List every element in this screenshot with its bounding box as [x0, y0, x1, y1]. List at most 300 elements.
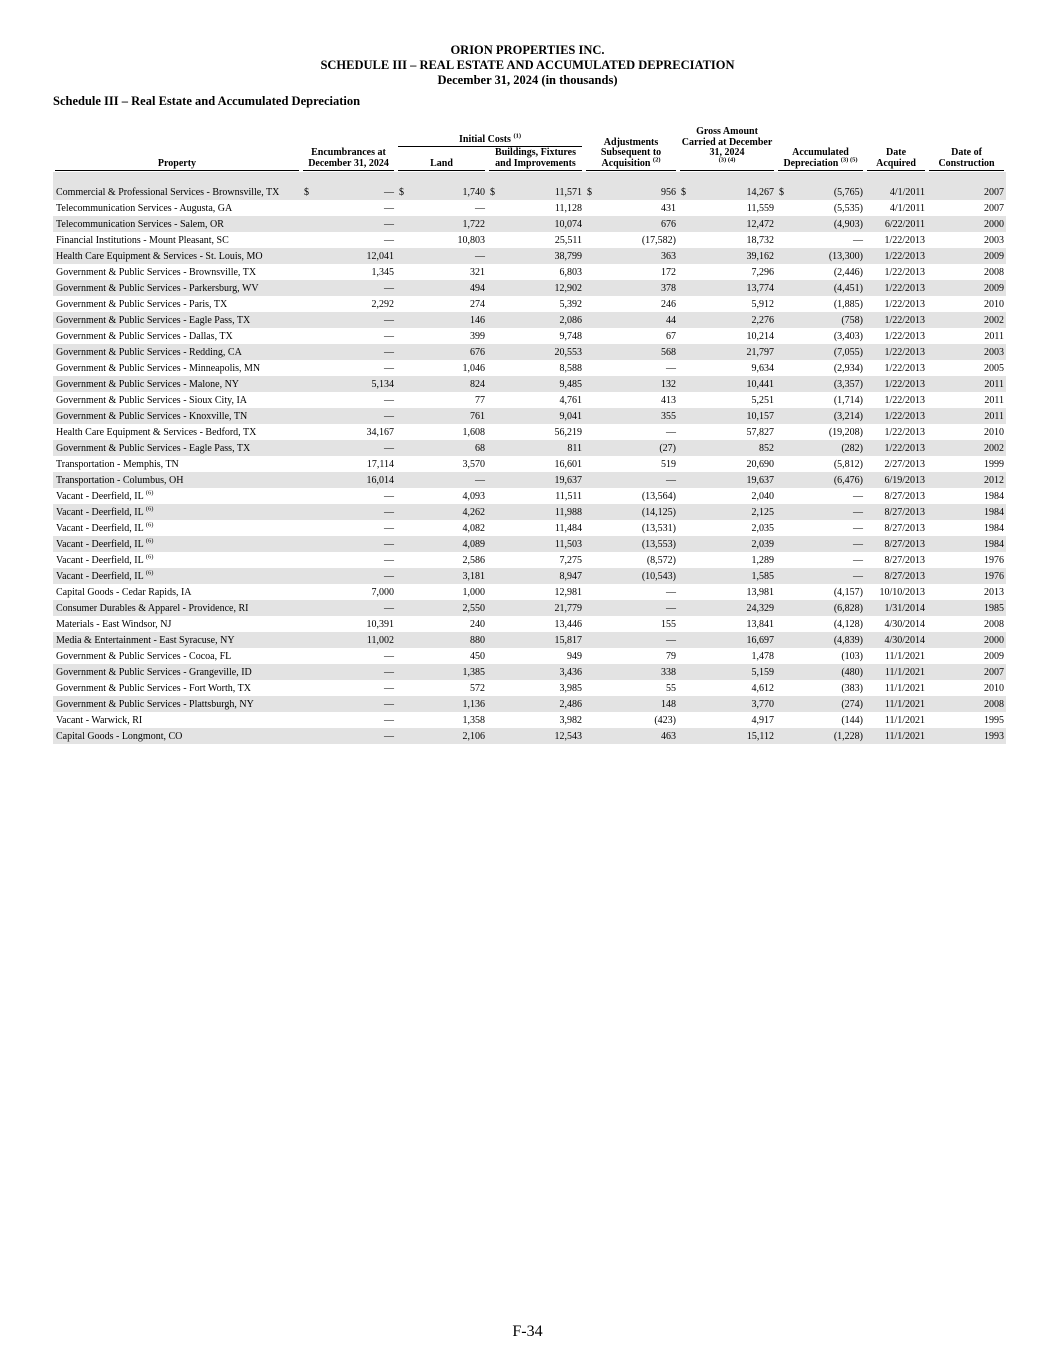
adjustments-cell [584, 488, 678, 504]
accumulated-depreciation-cell [776, 696, 865, 712]
accumulated-depreciation-value: (13,300) [828, 250, 864, 262]
gross-amount-value: 2,035 [751, 522, 775, 534]
buildings-value: 2,086 [559, 314, 583, 326]
date-acquired-cell [865, 472, 927, 488]
land-cell [396, 696, 487, 712]
buildings-value: 25,511 [554, 234, 583, 246]
property-name: Consumer Durables & Apparel - Providence, RI [56, 602, 249, 614]
date-construction-cell [927, 696, 1006, 712]
initial-costs-label: Initial Costs [458, 133, 511, 145]
adjustments-value: 155 [661, 618, 677, 630]
date-construction-value: 2002 [984, 314, 1005, 326]
date-construction-cell [927, 664, 1006, 680]
date-construction-cell [927, 584, 1006, 600]
date-acquired-cell [865, 456, 927, 472]
date-construction-value: 2011 [984, 394, 1005, 406]
accumulated-depreciation-cell [776, 172, 865, 200]
buildings-value: 6,803 [559, 266, 583, 278]
accumulated-depreciation-cell [776, 344, 865, 360]
date-construction-cell [927, 600, 1006, 616]
property-name: Government & Public Services - Eagle Pass, TX [56, 314, 251, 326]
date-acquired-value: 10/10/2013 [879, 586, 926, 598]
property-cell [53, 456, 301, 472]
buildings-value: 9,041 [559, 410, 583, 422]
encumbrances-cell [301, 520, 396, 536]
table-row [53, 264, 1006, 280]
property-cell [53, 568, 301, 584]
date-acquired-cell [865, 584, 927, 600]
adjustments-value: 44 [666, 314, 677, 326]
gross-amount-cell [678, 696, 776, 712]
initial-costs-group-header [396, 126, 584, 148]
encumbrances-value: — [384, 602, 394, 614]
land-cell [396, 376, 487, 392]
gross-note: (3) (4) [718, 156, 736, 164]
buildings-value: 11,128 [554, 202, 583, 214]
accumulated-depreciation-value: (5,535) [833, 202, 864, 214]
date-acquired-value: 1/22/2013 [884, 234, 926, 246]
date-acquired-cell [865, 696, 927, 712]
land-value: 77 [475, 394, 485, 406]
property-header [53, 148, 301, 172]
date-acquired-value: 1/22/2013 [884, 346, 926, 358]
buildings-value: 3,985 [559, 682, 583, 694]
buildings-cell [487, 408, 584, 424]
property-name: Government & Public Services - Malone, NY [56, 378, 240, 390]
land-cell [396, 680, 487, 696]
land-value: 450 [470, 650, 485, 662]
property-footnote: (6) [145, 521, 154, 529]
buildings-cell [487, 536, 584, 552]
property-cell [53, 712, 301, 728]
encumbrances-cell [301, 408, 396, 424]
date-construction-cell [927, 264, 1006, 280]
date-acquired-value: 11/1/2021 [884, 714, 926, 726]
property-name: Vacant - Deerfield, IL [56, 490, 144, 502]
gross-amount-cell [678, 392, 776, 408]
encumbrances-label: Encumbrances at December 31, 2024 [303, 148, 394, 171]
gross-amount-cell [678, 232, 776, 248]
gross-amount-cell [678, 328, 776, 344]
encumbrances-cell [301, 728, 396, 744]
gross-amount-value: 1,289 [751, 554, 775, 566]
accumulated-depreciation-value: — [853, 522, 864, 534]
accumulated-depreciation-value: (4,903) [833, 218, 864, 230]
adjustments-value: — [666, 474, 677, 486]
gross-amount-value: 57,827 [746, 426, 775, 438]
gross-amount-cell [678, 248, 776, 264]
accumulated-depreciation-cell [776, 392, 865, 408]
buildings-value: 11,484 [554, 522, 583, 534]
encumbrances-cell [301, 536, 396, 552]
encumbrances-value: — [384, 666, 394, 678]
buildings-value: 811 [567, 442, 583, 454]
encumbrances-value: — [384, 490, 394, 502]
date-construction-value: 1995 [984, 714, 1005, 726]
encumbrances-cell [301, 344, 396, 360]
land-value: 494 [470, 282, 485, 294]
accumulated-depreciation-value: — [853, 570, 864, 582]
land-cell [396, 568, 487, 584]
date-acquired-cell [865, 616, 927, 632]
land-value: 1,000 [462, 586, 485, 598]
date-construction-value: 2000 [984, 218, 1005, 230]
accumulated-depreciation-value: — [853, 234, 864, 246]
date-acquired-cell [865, 328, 927, 344]
adjustments-cell [584, 616, 678, 632]
currency-symbol: $ [399, 187, 404, 198]
property-cell [53, 616, 301, 632]
property-name: Government & Public Services - Redding, CA [56, 346, 242, 358]
encumbrances-value: — [384, 362, 394, 374]
accumulated-depreciation-value: (2,446) [833, 266, 864, 278]
land-value: 3,570 [462, 458, 485, 470]
table-row [53, 536, 1006, 552]
adjustments-value: — [666, 586, 677, 598]
property-name: Vacant - Deerfield, IL [56, 554, 144, 566]
land-value: — [475, 474, 485, 486]
property-name: Vacant - Deerfield, IL [56, 522, 144, 534]
land-cell [396, 200, 487, 216]
adjustments-value: 67 [666, 330, 677, 342]
accumulated-depreciation-value: (282) [841, 442, 864, 454]
property-cell [53, 328, 301, 344]
date-construction-cell [927, 328, 1006, 344]
property-cell [53, 200, 301, 216]
adjustments-cell [584, 264, 678, 280]
gross-amount-value: 4,917 [751, 714, 775, 726]
encumbrances-value: — [384, 554, 394, 566]
accumulated-depreciation-cell [776, 648, 865, 664]
property-cell [53, 536, 301, 552]
initial-costs-note: (1) [513, 132, 522, 140]
gross-amount-value: 1,478 [751, 650, 775, 662]
buildings-value: 949 [567, 650, 583, 662]
table-row [53, 616, 1006, 632]
accumulated-depreciation-cell [776, 216, 865, 232]
date-acquired-value: 1/22/2013 [884, 426, 926, 438]
date-acquired-cell [865, 376, 927, 392]
land-cell [396, 408, 487, 424]
gross-amount-cell [678, 200, 776, 216]
gross-amount-value: 21,797 [746, 346, 775, 358]
land-value: 824 [470, 378, 485, 390]
accumulated-depreciation-value: — [853, 538, 864, 550]
accumulated-depreciation-cell [776, 536, 865, 552]
adjustments-cell [584, 360, 678, 376]
land-cell [396, 172, 487, 200]
encumbrances-cell [301, 616, 396, 632]
accumulated-depreciation-value: (4,451) [833, 282, 864, 294]
gross-amount-value: 5,159 [751, 666, 775, 678]
adjustments-value: 246 [661, 298, 677, 310]
land-cell [396, 264, 487, 280]
land-cell [396, 248, 487, 264]
accumulated-depreciation-value: (4,128) [833, 618, 864, 630]
buildings-value: 9,485 [559, 378, 583, 390]
buildings-cell [487, 488, 584, 504]
accumulated-depreciation-cell [776, 520, 865, 536]
adjustments-cell [584, 456, 678, 472]
land-cell [396, 488, 487, 504]
date-construction-value: 2008 [984, 266, 1005, 278]
gross-amount-cell [678, 344, 776, 360]
date-acquired-value: 1/22/2013 [884, 394, 926, 406]
encumbrances-cell [301, 392, 396, 408]
accumulated-depreciation-cell [776, 456, 865, 472]
adjustments-cell [584, 392, 678, 408]
encumbrances-value: — [384, 730, 394, 742]
gross-amount-value: 5,912 [751, 298, 775, 310]
adjustments-cell [584, 280, 678, 296]
accumulated-depreciation-value: (5,765) [833, 187, 864, 198]
date-acquired-value: 4/30/2014 [884, 634, 926, 646]
land-value: 1,740 [462, 187, 485, 198]
date-acquired-cell [865, 632, 927, 648]
gross-amount-value: 18,732 [746, 234, 775, 246]
encumbrances-value: 5,134 [371, 378, 394, 390]
accumulated-label: Accumulated Depreciation [783, 147, 849, 169]
adjustments-cell [584, 632, 678, 648]
land-value: 4,093 [462, 490, 485, 502]
adjustments-cell [584, 520, 678, 536]
date-construction-cell [927, 424, 1006, 440]
accumulated-depreciation-value: (480) [841, 666, 864, 678]
encumbrances-cell [301, 488, 396, 504]
buildings-cell [487, 440, 584, 456]
gross-amount-cell [678, 312, 776, 328]
accumulated-depreciation-cell [776, 200, 865, 216]
adjustments-value: 55 [666, 682, 677, 694]
table-row [53, 312, 1006, 328]
property-name: Commercial & Professional Services - Brownsville, TX [56, 187, 280, 198]
gross-amount-value: 24,329 [746, 602, 775, 614]
gross-label: Gross Amount Carried at December 31, 2024 [681, 126, 773, 158]
property-name: Government & Public Services - Plattsburgh, NY [56, 698, 254, 710]
encumbrances-value: — [384, 682, 394, 694]
gross-amount-value: 2,039 [751, 538, 775, 550]
land-value: 4,082 [462, 522, 485, 534]
accumulated-depreciation-value: (5,812) [833, 458, 864, 470]
encumbrances-value: 10,391 [366, 618, 394, 630]
accumulated-depreciation-cell [776, 504, 865, 520]
accumulated-depreciation-value: (4,839) [833, 634, 864, 646]
date-acquired-cell [865, 264, 927, 280]
date-construction-cell [927, 216, 1006, 232]
table-row [53, 280, 1006, 296]
adjustments-cell [584, 312, 678, 328]
buildings-value: 56,219 [554, 426, 583, 438]
adjustments-value: — [666, 634, 677, 646]
date-construction-cell [927, 488, 1006, 504]
table-row [53, 600, 1006, 616]
date-acquired-cell [865, 712, 927, 728]
date-acquired-cell [865, 232, 927, 248]
gross-amount-value: 5,251 [751, 394, 775, 406]
property-footnote: (6) [145, 553, 154, 561]
property-cell [53, 392, 301, 408]
buildings-value: 12,902 [554, 282, 583, 294]
accumulated-depreciation-cell [776, 728, 865, 744]
adjustments-value: 363 [661, 250, 677, 262]
encumbrances-cell [301, 264, 396, 280]
table-body [53, 172, 1006, 744]
adjustments-value: (13,564) [641, 490, 677, 502]
encumbrances-value: — [384, 234, 394, 246]
property-cell [53, 216, 301, 232]
land-value: — [475, 250, 485, 262]
gross-amount-value: 10,214 [746, 330, 775, 342]
accumulated-depreciation-cell [776, 712, 865, 728]
gross-amount-value: 2,125 [751, 506, 775, 518]
table-row [53, 712, 1006, 728]
gross-amount-value: 13,774 [746, 282, 775, 294]
date-acquired-value: 11/1/2021 [884, 730, 926, 742]
property-cell [53, 664, 301, 680]
adjustments-cell [584, 440, 678, 456]
date-acquired-cell [865, 728, 927, 744]
adjustments-cell [584, 504, 678, 520]
buildings-value: 21,779 [554, 602, 583, 614]
date-acquired-cell [865, 536, 927, 552]
company-name: ORION PROPERTIES INC. [450, 43, 605, 57]
property-cell [53, 680, 301, 696]
date-construction-cell [927, 632, 1006, 648]
gross-amount-cell [678, 728, 776, 744]
adjustments-cell [584, 728, 678, 744]
encumbrances-cell [301, 232, 396, 248]
date-acquired-cell [865, 440, 927, 456]
adjustments-value: (423) [654, 714, 677, 726]
property-name: Government & Public Services - Knoxville, TN [56, 410, 248, 422]
buildings-value: 11,571 [554, 187, 583, 198]
buildings-cell [487, 504, 584, 520]
buildings-cell [487, 376, 584, 392]
property-name: Vacant - Deerfield, IL [56, 506, 144, 518]
gross-amount-value: 20,690 [746, 458, 775, 470]
accumulated-depreciation-value: (1,228) [833, 730, 864, 742]
gross-amount-value: 12,472 [746, 218, 775, 230]
table-row [53, 472, 1006, 488]
buildings-cell [487, 584, 584, 600]
buildings-cell [487, 472, 584, 488]
table-row [53, 376, 1006, 392]
adjustments-cell [584, 232, 678, 248]
accumulated-depreciation-cell [776, 600, 865, 616]
buildings-value: 8,588 [559, 362, 583, 374]
accumulated-depreciation-value: (103) [841, 650, 864, 662]
property-cell [53, 552, 301, 568]
adjustments-value: (13,531) [641, 522, 677, 534]
date-acquired-value: 1/31/2014 [884, 602, 926, 614]
adjustments-value: 79 [666, 650, 677, 662]
date-acquired-value: 8/27/2013 [884, 570, 926, 582]
land-value: 1,722 [462, 218, 485, 230]
adjustments-value: (27) [659, 442, 677, 454]
date-construction-value: 2011 [984, 410, 1005, 422]
report-header [0, 43, 1055, 88]
date-acquired-cell [865, 216, 927, 232]
property-cell [53, 632, 301, 648]
encumbrances-value: — [384, 346, 394, 358]
adjustments-cell [584, 248, 678, 264]
adjustments-cell [584, 200, 678, 216]
encumbrances-value: — [384, 330, 394, 342]
date-acquired-cell [865, 200, 927, 216]
date-acquired-cell [865, 520, 927, 536]
adjustments-cell [584, 408, 678, 424]
date-acquired-cell [865, 488, 927, 504]
table-row [53, 440, 1006, 456]
accumulated-depreciation-cell [776, 584, 865, 600]
gross-amount-value: 14,267 [746, 187, 775, 198]
land-value: 572 [470, 682, 485, 694]
encumbrances-cell [301, 328, 396, 344]
page-number: F-34 [512, 1323, 543, 1340]
date-acquired-cell [865, 424, 927, 440]
property-cell [53, 488, 301, 504]
gross-amount-value: 7,296 [751, 266, 775, 278]
date-construction-cell [927, 536, 1006, 552]
property-footnote: (6) [145, 489, 154, 497]
currency-symbol: $ [587, 187, 593, 198]
adjustments-value: 956 [661, 187, 677, 198]
property-name: Transportation - Columbus, OH [56, 474, 184, 486]
date-construction-value: 2009 [984, 650, 1005, 662]
date-construction-cell [927, 520, 1006, 536]
encumbrances-cell [301, 296, 396, 312]
adjustments-cell [584, 296, 678, 312]
land-value: 676 [470, 346, 485, 358]
land-cell [396, 712, 487, 728]
gross-amount-cell [678, 552, 776, 568]
buildings-cell [487, 632, 584, 648]
land-value: 146 [470, 314, 485, 326]
accumulated-header [776, 148, 865, 172]
date-construction-cell [927, 504, 1006, 520]
gross-amount-value: 2,040 [751, 490, 775, 502]
property-footnote: (6) [145, 569, 154, 577]
date-acquired-cell [865, 680, 927, 696]
adjustments-cell [584, 424, 678, 440]
buildings-value: 13,446 [554, 618, 583, 630]
property-label: Property [55, 159, 299, 172]
date-construction-value: 2008 [984, 698, 1005, 710]
date-acquired-value: 2/27/2013 [884, 458, 926, 470]
property-cell [53, 360, 301, 376]
buildings-value: 11,988 [554, 506, 583, 518]
date-construction-value: 2002 [984, 442, 1005, 454]
date-acquired-cell [865, 504, 927, 520]
encumbrances-cell [301, 280, 396, 296]
table-row [53, 552, 1006, 568]
accumulated-depreciation-cell [776, 264, 865, 280]
adjustments-value: 676 [661, 218, 677, 230]
date-construction-cell [927, 360, 1006, 376]
adjustments-cell [584, 696, 678, 712]
encumbrances-value: 1,345 [371, 266, 394, 278]
date-construction-value: 2000 [984, 634, 1005, 646]
date-acquired-value: 4/1/2011 [889, 202, 926, 214]
gross-amount-cell [678, 680, 776, 696]
property-name: Media & Entertainment - East Syracuse, NY [56, 634, 235, 646]
adjustments-cell [584, 536, 678, 552]
buildings-cell [487, 216, 584, 232]
property-name: Capital Goods - Longmont, CO [56, 730, 183, 742]
date-acquired-cell [865, 664, 927, 680]
date-construction-value: 1984 [984, 506, 1005, 518]
date-construction-value: 2007 [984, 187, 1005, 198]
